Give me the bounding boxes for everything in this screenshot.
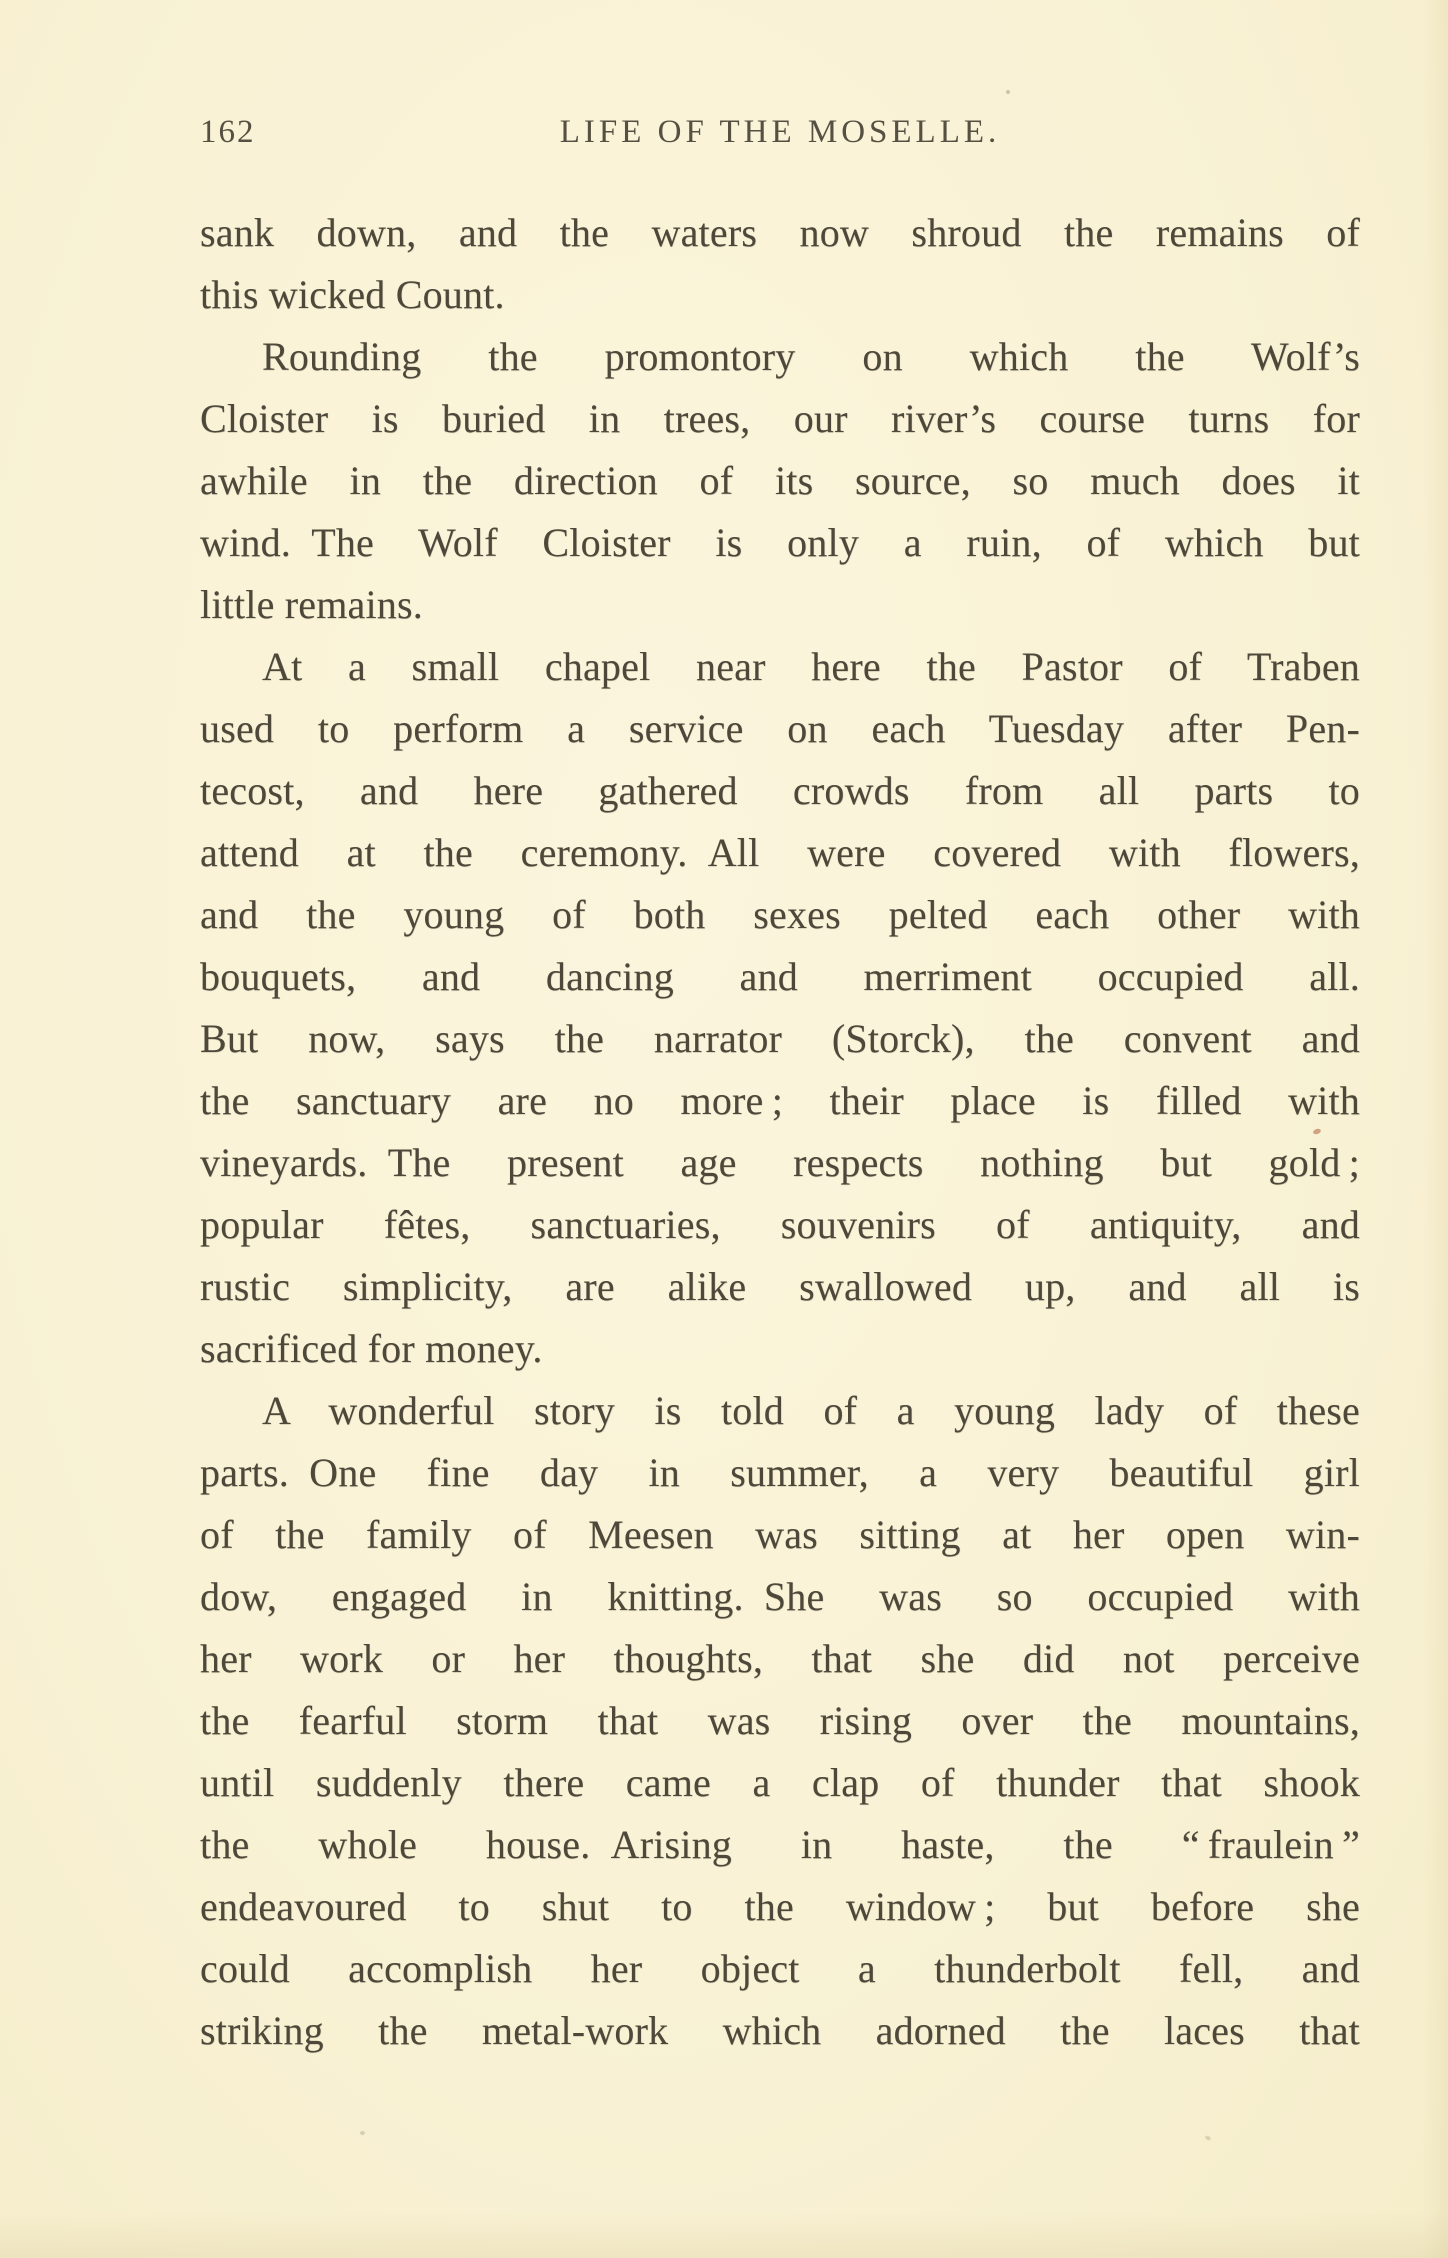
running-head bbox=[200, 112, 1360, 154]
text-line: endeavoured to shut to the window ; but before she bbox=[200, 1884, 1360, 1929]
text-line: A wonderful story is told of a young lady of these bbox=[262, 1388, 1360, 1433]
text-line: attend at the ceremony. All were covered with flowers, bbox=[200, 830, 1360, 875]
text-line: tecost, and here gathered crowds from all parts to bbox=[200, 768, 1360, 813]
text-line: awhile in the direction of its source, so much does it bbox=[200, 458, 1360, 503]
text-line: popular fêtes, sanctuaries, souvenirs of antiquity, and bbox=[200, 1202, 1360, 1247]
text-line: used to perform a service on each Tuesday after Pen- bbox=[200, 706, 1360, 751]
text-line: sank down, and the waters now shroud the remains of bbox=[200, 210, 1360, 255]
text-line: Rounding the promontory on which the Wolf’s bbox=[262, 334, 1360, 379]
text-line: until suddenly there came a clap of thunder that shook bbox=[200, 1760, 1360, 1805]
text-line: vineyards. The present age respects nothing but gold ; bbox=[200, 1140, 1360, 1185]
text-line: her work or her thoughts, that she did not perceive bbox=[200, 1636, 1360, 1681]
text-line: this wicked Count. bbox=[200, 272, 505, 317]
paper-speck bbox=[1006, 90, 1010, 94]
paper-speck bbox=[1204, 2135, 1211, 2141]
body-text bbox=[200, 202, 1360, 2062]
text-line: little remains. bbox=[200, 582, 423, 627]
text-line: could accomplish her object a thunderbolt fell, and bbox=[200, 1946, 1360, 1991]
text-line: parts. One fine day in summer, a very beautiful girl bbox=[200, 1450, 1360, 1495]
text-line: bouquets, and dancing and merriment occupied all. bbox=[200, 954, 1360, 999]
text-line: rustic simplicity, are alike swallowed up, and all is bbox=[200, 1264, 1360, 1309]
text-line: dow, engaged in knitting. She was so occupied with bbox=[200, 1574, 1360, 1619]
text-line: and the young of both sexes pelted each other with bbox=[200, 892, 1360, 937]
paragraph bbox=[200, 326, 1360, 636]
text-line: At a small chapel near here the Pastor of Traben bbox=[262, 644, 1360, 689]
paragraph bbox=[200, 1380, 1360, 2062]
text-line: But now, says the narrator (Storck), the convent and bbox=[200, 1016, 1360, 1061]
text-line: the whole house. Arising in haste, the “ fraulein ” bbox=[200, 1822, 1360, 1867]
paragraph bbox=[200, 202, 1360, 326]
page-edge-shadow-bottom bbox=[0, 2212, 1448, 2258]
text-line: sacrificed for money. bbox=[200, 1326, 543, 1371]
text-line: the fearful storm that was rising over the mountains, bbox=[200, 1698, 1360, 1743]
text-line: Cloister is buried in trees, our river’s course turns for bbox=[200, 396, 1360, 441]
text-line: the sanctuary are no more ; their place is filled with bbox=[200, 1078, 1360, 1123]
page-number: 162 bbox=[200, 114, 256, 150]
text-line: striking the metal-work which adorned the laces that bbox=[200, 2008, 1360, 2053]
text-line: wind. The Wolf Cloister is only a ruin, of which but bbox=[200, 520, 1360, 565]
paragraph bbox=[200, 636, 1360, 1380]
text-line: of the family of Meesen was sitting at her open win- bbox=[200, 1512, 1360, 1557]
page-edge-shadow-right bbox=[1422, 0, 1448, 2258]
paper-speck bbox=[360, 2131, 365, 2135]
running-title: LIFE OF THE MOSELLE. bbox=[559, 114, 1001, 150]
